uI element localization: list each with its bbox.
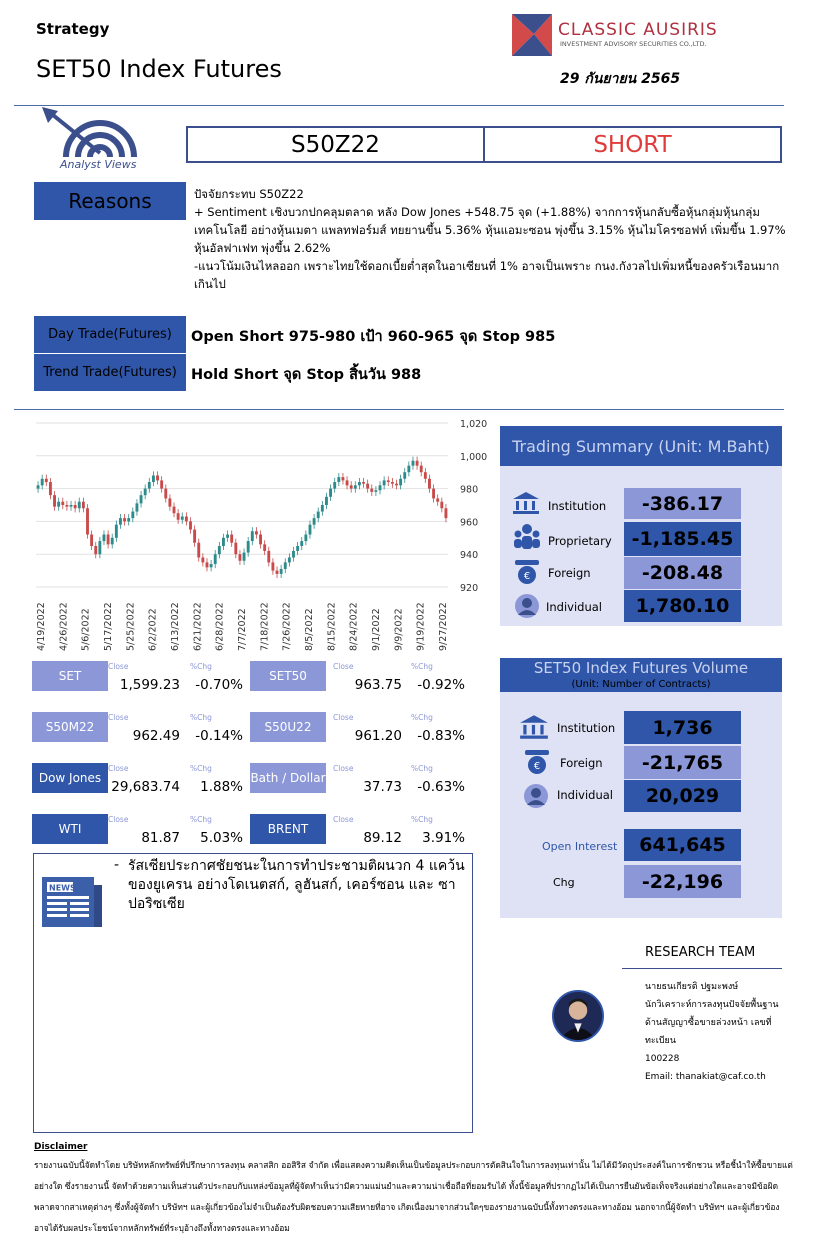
y-tick-label: 1,000 [460,451,488,463]
candle-body [362,482,365,484]
index-name: SET50 [250,661,326,691]
candle-body [424,472,427,479]
candle-body [243,553,246,561]
candle-body [374,490,377,492]
candle-body [292,551,295,558]
index-name: SET [32,661,108,691]
x-tick-label: 7/7/2022 [237,608,248,651]
summary-label: Individual [546,600,603,614]
candle-body [86,508,89,534]
candle-body [107,535,110,545]
candle-body [341,477,344,480]
candle-body [160,480,163,488]
index-close: 37.73 [363,779,402,795]
candle-body [189,521,192,529]
close-caption: Close [108,662,129,671]
candle-body [267,551,270,562]
candle-body [140,495,143,503]
candle-body [255,531,258,534]
candle-body [354,485,357,488]
candle-body [156,475,159,480]
candle-body [103,535,106,542]
candle-body [218,546,221,554]
index-name: BRENT [250,814,326,844]
candle-body [173,507,176,514]
pct-caption: %Chg [190,713,212,722]
index-name: Dow Jones [32,763,108,793]
candle-body [210,564,213,567]
x-tick-label: 7/26/2022 [281,602,293,651]
reason-line: ปัจจัยกระทบ S50Z22 [194,187,304,201]
summary-label: Proprietary [548,534,612,548]
candle-body [329,489,332,497]
candle-body [49,482,52,495]
candle-body [115,525,118,538]
candle-body [395,484,398,486]
futures-volume-title: SET50 Index Futures Volume [533,659,749,677]
set50-candlestick-chart [30,415,500,660]
candle-body [420,466,423,473]
x-tick-label: 9/19/2022 [415,602,427,651]
candle-body [247,541,250,552]
candle-body [304,535,307,542]
candle-body [90,535,93,546]
candle-body [193,530,196,543]
candle-body [230,535,233,543]
x-tick-label: 5/25/2022 [125,602,137,651]
x-tick-label: 6/13/2022 [170,602,181,651]
candle-body [280,569,283,574]
svg-text:€: € [523,571,531,582]
x-tick-label: 9/9/2022 [393,608,405,651]
candle-body [440,502,443,509]
candle-body [131,512,134,519]
analyst-avatar [552,990,604,1042]
news-icon-label: NEWS [49,883,76,893]
candle-body [82,502,85,509]
candle-body [387,480,390,482]
trend-trade-label: Trend Trade(Futures) [34,354,186,391]
y-tick-label: 920 [460,583,479,594]
candle-body [436,498,439,501]
candle-body [296,546,299,551]
day-trade-label: Day Trade(Futures) [34,316,186,353]
news-bullet: - [114,857,120,873]
candle-body [407,466,410,473]
ticker-symbol: S50Z22 [291,131,380,158]
summary-label: Institution [548,499,607,513]
summary-value: -1,185.45 [624,522,741,556]
candle-body [444,508,447,518]
candle-body [271,562,274,570]
candle-body [317,512,320,519]
person-icon [523,783,549,809]
candle-body [300,541,303,546]
reasons-label: Reasons [34,182,186,220]
candle-body [206,562,209,567]
candle-body [370,489,373,492]
pct-caption: %Chg [190,764,212,773]
candle-body [366,484,369,489]
reasons-text [194,185,794,293]
index-close: 89.12 [363,830,402,846]
index-name: S50M22 [32,712,108,742]
ticker-box [186,126,782,163]
x-tick-label: 8/15/2022 [326,602,338,651]
bank-icon [511,491,541,515]
x-tick-label: 5/6/2022 [80,608,92,651]
candle-body [383,480,386,485]
candle-body [325,497,328,505]
pct-caption: %Chg [190,662,212,671]
svg-text:€: € [533,761,541,772]
candle-body [148,482,151,489]
pct-caption: %Chg [411,764,433,773]
candle-body [144,489,147,496]
index-close: 962.49 [132,728,180,744]
candle-body [416,461,419,466]
candle-body [399,479,402,486]
disclaimer-title: Disclaimer [34,1142,88,1152]
analyst-reg-no: 100228 [645,1054,680,1064]
index-name: Bath / Dollar [250,763,326,793]
summary-value: -208.48 [624,557,741,589]
index-change: -0.14% [195,728,243,744]
volume-label: Individual [557,788,614,802]
index-close: 963.75 [354,677,402,693]
candle-body [226,535,229,538]
index-change: 1.88% [200,779,243,795]
volume-value: 1,736 [624,711,741,744]
close-caption: Close [333,764,354,773]
candle-body [428,479,431,489]
index-change: 3.91% [422,830,465,846]
volume-label: Foreign [560,756,603,770]
category-label: Strategy [36,20,110,38]
candle-body [432,489,435,499]
y-tick-label: 1,020 [460,419,488,430]
candle-body [37,485,40,488]
y-tick-label: 940 [460,550,479,562]
coins-icon [512,558,542,586]
trading-summary-title: Trading Summary (Unit: M.Baht) [500,426,782,466]
x-tick-label: 8/5/2022 [304,608,315,651]
y-tick-label: 980 [460,484,479,496]
candle-body [321,505,324,512]
group-icon [513,523,541,551]
report-date: 29 กันยายน 2565 [560,71,681,87]
open-interest-label: Open Interest [542,840,618,853]
company-name: CLASSIC AUSIRIS [558,20,718,40]
close-caption: Close [333,815,354,824]
candle-body [238,554,241,561]
chg-label: Chg [553,876,575,889]
summary-value: -386.17 [624,488,741,519]
candle-body [78,502,81,509]
candle-body [45,479,48,482]
index-change: -0.92% [417,677,465,693]
summary-label: Foreign [548,566,591,580]
candle-body [222,538,225,546]
candle-body [309,525,312,535]
analyst-email[interactable]: Email: thanakiat@caf.co.th [645,1072,766,1082]
index-name: S50U22 [250,712,326,742]
candle-body [288,557,291,562]
candle-body [74,505,77,508]
index-close: 81.87 [141,830,180,846]
candle-body [346,480,349,485]
index-close: 29,683.74 [111,779,180,795]
research-team-title: RESEARCH TEAM [645,945,756,960]
index-close: 1,599.23 [119,677,180,693]
candle-body [333,482,336,489]
candle-body [57,502,60,507]
x-tick-label: 6/21/2022 [192,602,204,651]
candle-body [152,475,155,482]
analyst-views-label: Analyst Views [60,158,137,171]
open-interest-value: 641,645 [624,829,741,861]
analyst-position: นักวิเคราะห์การลงทุนปัจจัยพื้นฐานด้านสัญญาซื้อขายล่วงหน้า เลขที่ทะเบียน [645,1000,779,1046]
candle-body [61,502,64,505]
candle-body [313,518,316,525]
pct-caption: %Chg [411,713,433,722]
candle-body [168,498,171,506]
x-tick-label: 4/26/2022 [58,602,70,651]
candle-body [181,516,184,519]
x-tick-label: 6/28/2022 [214,602,226,651]
volume-value: -21,765 [624,746,741,779]
volume-label: Institution [557,721,616,735]
candle-body [119,518,122,525]
close-caption: Close [108,815,129,824]
y-tick-label: 960 [460,517,479,529]
candle-body [201,557,204,562]
candle-body [337,477,340,482]
bank-icon [518,714,550,740]
x-tick-label: 6/2/2022 [147,608,159,651]
x-tick-label: 7/18/2022 [259,602,271,651]
close-caption: Close [333,713,354,722]
candle-body [65,505,68,507]
disclaimer-text: รายงานฉบับนี้จัดทำโดย บริษัทหลักทรัพย์ที่ปรึกษาการลงทุน คลาสสิก ออสิริส จำกัด เพื่อแสดงความคิดเห็นเป็นข้อมูลประกอบการตัดสินใจในการลงทุนเท่านั้น ไม่ได้มีวัตถุประสงค์ในการชักชวน หรือชี้นำให้ซื้อขายแต่อย่างใด ซึ่งรายงานนี้ จัดทำด้วยความเห็นส่วนตัวประกอบกับแหล่งข้อมูลที่ผู้จัดทำเห็นว่ามีความแม่นยำและความน่าเชื่อถือที่ยอมรับได้ ทั้งนี้ข้อมูลที่ปรากฏไม่ได้เป็นการยืนยันข้อเท็จจริงแต่อย่างใดและอาจมีข้อผิดพลาดจากสาเหตุต่างๆ ซึ่งทั้งผู้จัดทำ บริษัทฯ และผู้เกี่ยวข้องไม่จำเป็นต้องรับผิดชอบความเสียหายที่อาจ เกิดเนื่องมาจากส่วนใดๆของรายงานฉบับนี้ทั้งทางตรงและทางอ้อม นอกจากนี้ผู้จัดทำ บริษัทฯ และผู้เกี่ยวข้อง อาจได้รับผลประโยชน์จากหลักทรัพย์ที่ระบุอ้างถึงทั้งทางตรงและทางอ้อม [34,1160,793,1233]
chg-value: -22,196 [624,865,741,898]
candle-body [185,516,188,521]
close-caption: Close [108,713,129,722]
newspaper-icon [40,873,104,931]
candle-body [111,538,114,545]
divider [622,968,782,969]
close-caption: Close [108,764,129,773]
candle-body [70,505,73,507]
candle-body [98,541,101,554]
index-change: -0.70% [195,677,243,693]
reason-line: -แนวโน้มเงินไหลออก เพราะไทยใช้ดอกเบี้ยต่ำสุดในอาเซียนที่ 1% อาจเป็นเพราะ กนง.กังวลไปเพิ่มหนี้ของครัวเรือนมากเกินไป [194,259,780,291]
day-trade-text: Open Short 975-980 เป้า 960-965 จุด Stop 985 [191,329,556,345]
page-title: SET50 Index Futures [36,55,282,83]
x-tick-label: 9/27/2022 [438,602,449,651]
candle-body [234,543,237,554]
candle-body [276,571,279,574]
x-tick-label: 9/1/2022 [371,608,382,651]
candle-body [214,554,217,564]
news-text: รัสเซียประกาศชัยชนะในการทำประชามติผนวก 4 แคว้นของยูเครน อย่างโดเนตสก์, ลูฮันสก์, เคอร์ซอน และ ซาปอริซเซีย [128,858,465,912]
index-name: WTI [32,814,108,844]
candle-body [164,489,167,499]
coins-icon [522,748,552,776]
candle-body [259,535,262,545]
candle-body [94,546,97,554]
index-change: -0.83% [417,728,465,744]
research-info [645,978,795,1086]
candle-body [358,482,361,485]
close-caption: Close [333,662,354,671]
index-close: 961.20 [354,728,402,744]
trade-signal: SHORT [483,128,780,161]
x-tick-label: 4/19/2022 [36,602,47,651]
divider [14,409,784,410]
x-tick-label: 5/17/2022 [103,602,114,651]
candle-body [123,518,126,521]
volume-value: 20,029 [624,780,741,812]
summary-value: 1,780.10 [624,590,741,622]
index-change: 5.03% [200,830,243,846]
candle-body [251,531,254,541]
candle-body [197,543,200,558]
candle-body [53,495,56,506]
analyst-name: นายธนเกียรติ ปฐมะพงษ์ [645,982,739,992]
candle-body [177,513,180,520]
index-change: -0.63% [417,779,465,795]
candle-body [391,482,394,484]
futures-volume-subtitle: (Unit: Number of Contracts) [571,679,711,690]
pct-caption: %Chg [190,815,212,824]
trend-trade-text: Hold Short จุด Stop สิ้นวัน 988 [191,367,422,383]
candle-body [403,472,406,479]
x-tick-label: 8/24/2022 [348,602,360,651]
candle-body [379,485,382,490]
candle-body [41,479,44,486]
candle-body [350,485,353,488]
reason-line: + Sentiment เชิงบวกปกคลุมตลาด หลัง Dow Jones +548.75 จุด (+1.88%) จากการหุ้นกลับซื้อหุ้นกลุ่มหุ้นกลุ่มเทคโนโลยี อย่างหุ้นเมตา แพลทฟอร์มส์ ทยยานขึ้น 5.36% หุ้นแอมะซอน พุ่งขึ้น 3.15% หุ้นไมโครซอฟท์ เพิ่มขึ้น 1.97% หุ้นอัลฟาเฟท พุ่งขึ้น 2.62% [194,205,786,255]
pct-caption: %Chg [411,815,433,824]
person-icon [514,593,540,619]
candle-body [412,461,415,466]
pct-caption: %Chg [411,662,433,671]
analyst-photo-icon [554,992,602,1040]
candle-body [135,503,138,511]
company-subtitle: INVESTMENT ADVISORY SECURITIES CO.,LTD. [560,40,707,48]
candle-body [263,544,266,551]
candle-body [127,518,130,521]
candle-body [284,562,287,569]
